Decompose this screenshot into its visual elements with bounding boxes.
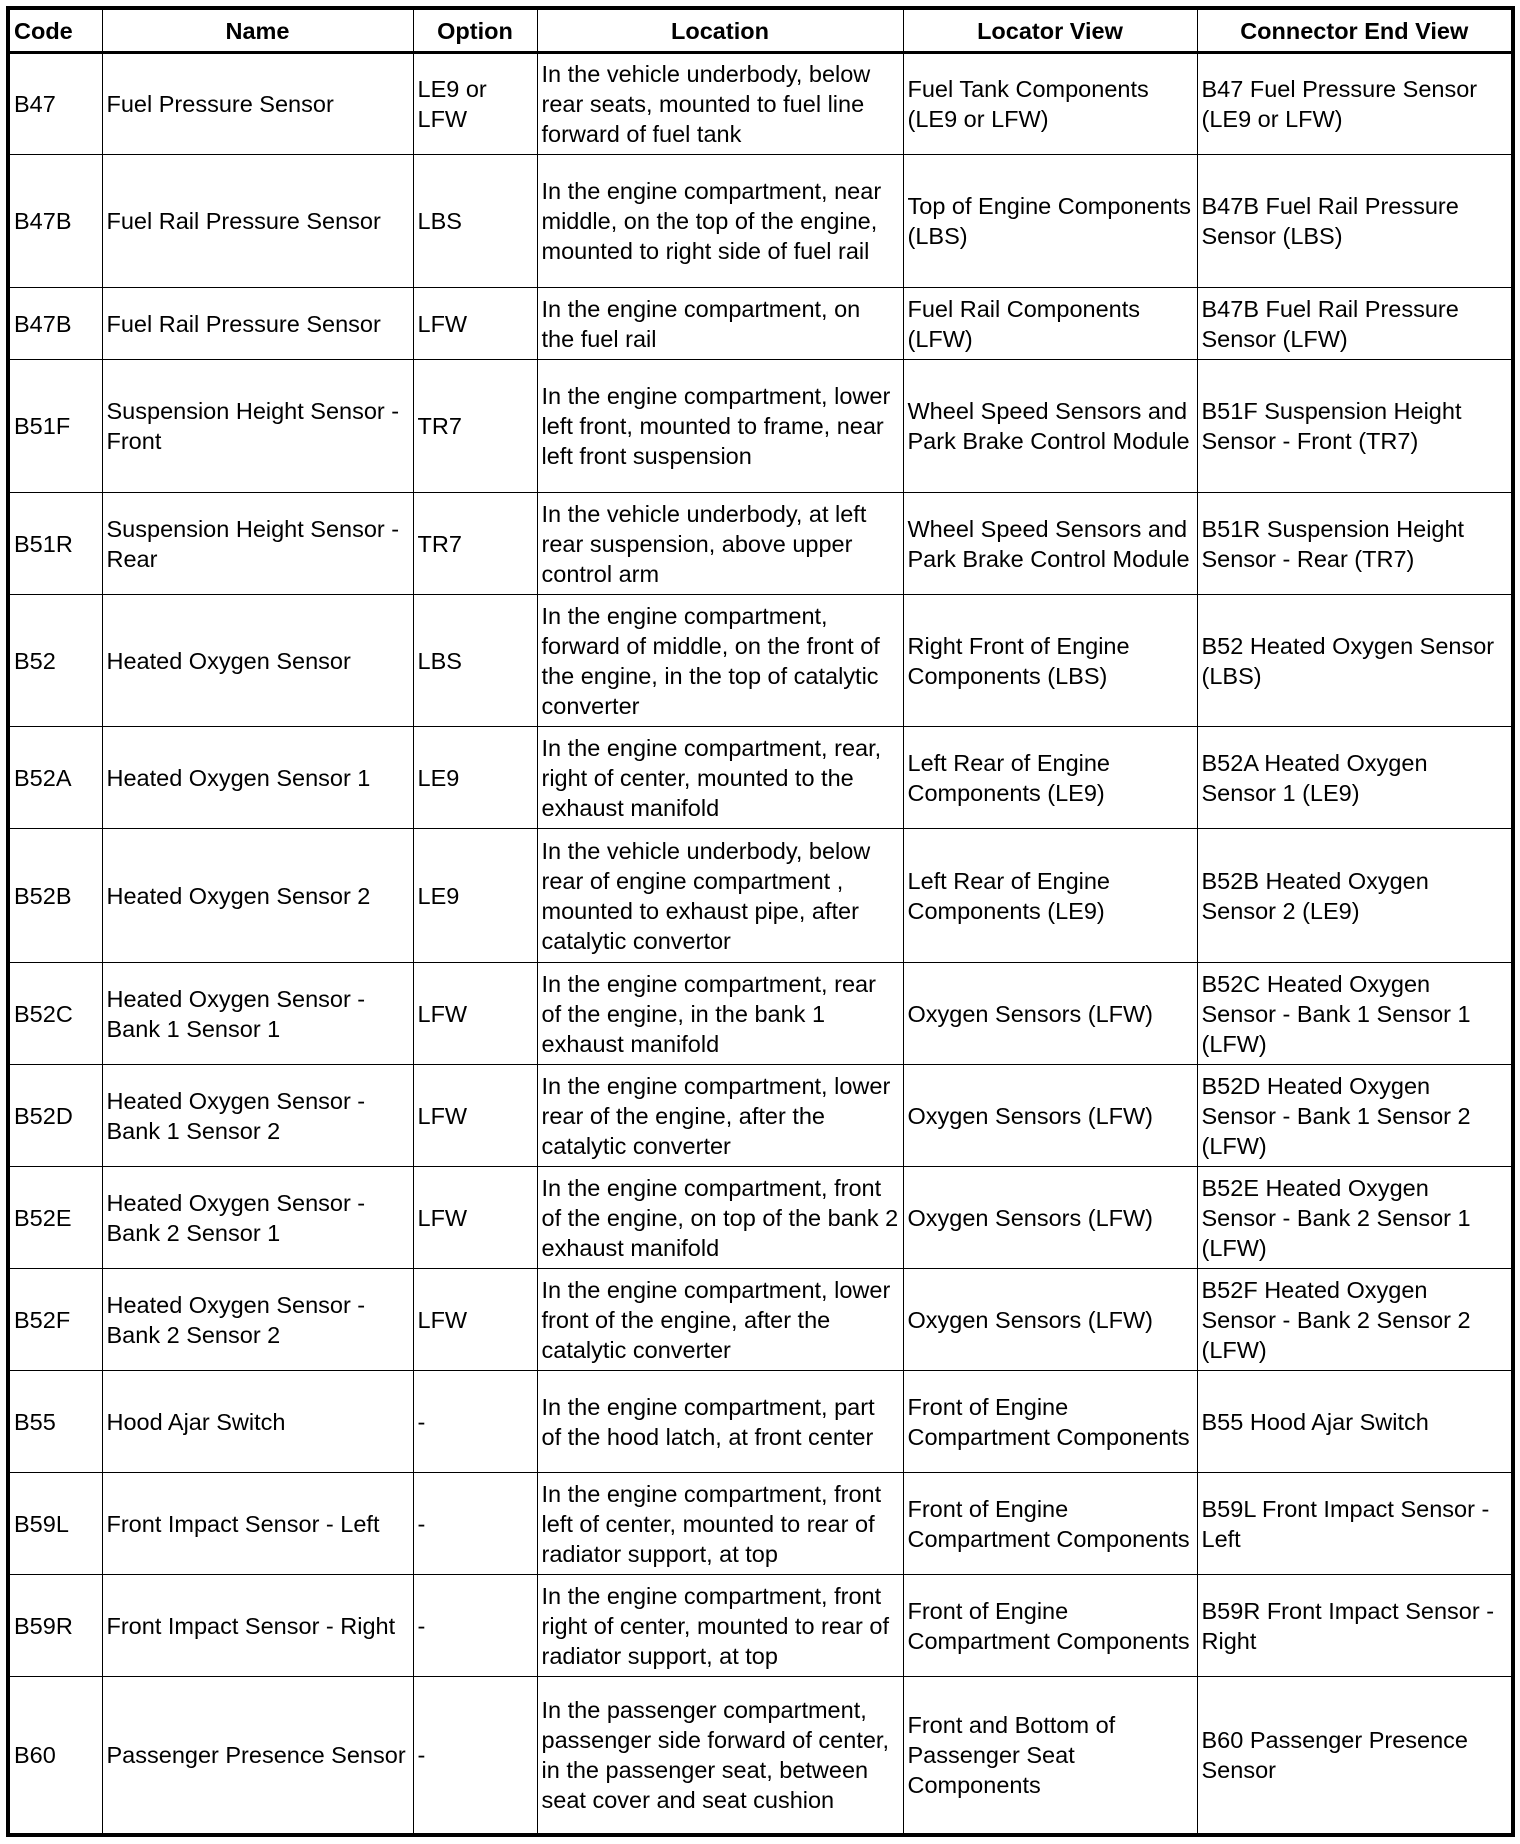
cell-option: - [413,1575,537,1677]
cell-connector-end-view: B52E Heated Oxygen Sensor - Bank 2 Sensor 1 (LFW) [1197,1167,1513,1269]
cell-connector-end-view: B52A Heated Oxygen Sensor 1 (LE9) [1197,727,1513,829]
cell-code: B52 [8,595,102,727]
cell-code: B47 [8,53,102,155]
cell-name: Front Impact Sensor - Left [102,1473,413,1575]
cell-connector-end-view: B47B Fuel Rail Pressure Sensor (LBS) [1197,155,1513,288]
cell-code: B51R [8,493,102,595]
table-row [8,53,1513,155]
cell-option: LFW [413,963,537,1065]
table-row [8,155,1513,288]
cell-option: LE9 or LFW [413,53,537,155]
table-row [8,1677,1513,1835]
table-row [8,360,1513,493]
cell-connector-end-view: B51R Suspension Height Sensor - Rear (TR7) [1197,493,1513,595]
cell-option: - [413,1473,537,1575]
cell-code: B52F [8,1269,102,1371]
table-row [8,1575,1513,1677]
cell-name: Heated Oxygen Sensor - Bank 1 Sensor 2 [102,1065,413,1167]
cell-connector-end-view: B52 Heated Oxygen Sensor (LBS) [1197,595,1513,727]
cell-locator-view: Wheel Speed Sensors and Park Brake Control Module [903,360,1197,493]
cell-code: B51F [8,360,102,493]
table-row [8,288,1513,360]
cell-location: In the engine compartment, lower front of the engine, after the catalytic converter [537,1269,903,1371]
cell-option: LBS [413,595,537,727]
cell-option: LBS [413,155,537,288]
cell-option: LFW [413,288,537,360]
cell-locator-view: Right Front of Engine Components (LBS) [903,595,1197,727]
cell-locator-view: Left Rear of Engine Components (LE9) [903,727,1197,829]
cell-code: B59R [8,1575,102,1677]
header-location: Location [537,8,903,53]
cell-connector-end-view: B55 Hood Ajar Switch [1197,1371,1513,1473]
cell-code: B52B [8,829,102,963]
table-row [8,493,1513,595]
cell-connector-end-view: B52B Heated Oxygen Sensor 2 (LE9) [1197,829,1513,963]
cell-option: LFW [413,1065,537,1167]
cell-code: B52C [8,963,102,1065]
cell-location: In the engine compartment, front left of center, mounted to rear of radiator support, at top [537,1473,903,1575]
cell-locator-view: Fuel Tank Components (LE9 or LFW) [903,53,1197,155]
cell-locator-view: Front of Engine Compartment Components [903,1575,1197,1677]
cell-code: B52E [8,1167,102,1269]
cell-location: In the passenger compartment, passenger side forward of center, in the passenger seat, between seat cover and seat cushion [537,1677,903,1835]
cell-connector-end-view: B47 Fuel Pressure Sensor (LE9 or LFW) [1197,53,1513,155]
cell-location: In the engine compartment, front of the engine, on top of the bank 2 exhaust manifold [537,1167,903,1269]
cell-connector-end-view: B60 Passenger Presence Sensor [1197,1677,1513,1835]
cell-location: In the engine compartment, part of the hood latch, at front center [537,1371,903,1473]
cell-name: Fuel Rail Pressure Sensor [102,155,413,288]
cell-name: Heated Oxygen Sensor - Bank 2 Sensor 1 [102,1167,413,1269]
cell-location: In the vehicle underbody, at left rear suspension, above upper control arm [537,493,903,595]
cell-connector-end-view: B59L Front Impact Sensor - Left [1197,1473,1513,1575]
cell-location: In the engine compartment, on the fuel rail [537,288,903,360]
cell-location: In the engine compartment, rear of the engine, in the bank 1 exhaust manifold [537,963,903,1065]
cell-option: TR7 [413,493,537,595]
cell-code: B60 [8,1677,102,1835]
table-row [8,1371,1513,1473]
cell-location: In the vehicle underbody, below rear seats, mounted to fuel line forward of fuel tank [537,53,903,155]
cell-location: In the engine compartment, front right of center, mounted to rear of radiator support, at top [537,1575,903,1677]
table-row [8,727,1513,829]
cell-locator-view: Oxygen Sensors (LFW) [903,963,1197,1065]
cell-locator-view: Front of Engine Compartment Components [903,1473,1197,1575]
cell-locator-view: Oxygen Sensors (LFW) [903,1167,1197,1269]
cell-name: Passenger Presence Sensor [102,1677,413,1835]
cell-location: In the engine compartment, near middle, on the top of the engine, mounted to right side of fuel rail [537,155,903,288]
cell-name: Front Impact Sensor - Right [102,1575,413,1677]
cell-location: In the vehicle underbody, below rear of engine compartment , mounted to exhaust pipe, after catalytic convertor [537,829,903,963]
cell-name: Fuel Rail Pressure Sensor [102,288,413,360]
cell-location: In the engine compartment, forward of middle, on the front of the engine, in the top of catalytic converter [537,595,903,727]
cell-option: LE9 [413,727,537,829]
cell-code: B52A [8,727,102,829]
component-locator-table [6,6,1515,1837]
cell-locator-view: Oxygen Sensors (LFW) [903,1065,1197,1167]
cell-option: TR7 [413,360,537,493]
header-name: Name [102,8,413,53]
cell-option: LFW [413,1167,537,1269]
table-row [8,829,1513,963]
cell-name: Heated Oxygen Sensor 2 [102,829,413,963]
header-row [8,8,1513,53]
cell-location: In the engine compartment, rear, right of center, mounted to the exhaust manifold [537,727,903,829]
cell-name: Fuel Pressure Sensor [102,53,413,155]
cell-option: LE9 [413,829,537,963]
table-row [8,1167,1513,1269]
header-option: Option [413,8,537,53]
cell-code: B47B [8,155,102,288]
cell-locator-view: Left Rear of Engine Components (LE9) [903,829,1197,963]
cell-connector-end-view: B59R Front Impact Sensor - Right [1197,1575,1513,1677]
cell-code: B47B [8,288,102,360]
cell-name: Heated Oxygen Sensor - Bank 1 Sensor 1 [102,963,413,1065]
header-connector-end-view: Connector End View [1197,8,1513,53]
cell-connector-end-view: B52C Heated Oxygen Sensor - Bank 1 Sensor 1 (LFW) [1197,963,1513,1065]
table-row [8,1065,1513,1167]
cell-locator-view: Front of Engine Compartment Components [903,1371,1197,1473]
cell-name: Suspension Height Sensor - Front [102,360,413,493]
table-row [8,963,1513,1065]
cell-connector-end-view: B51F Suspension Height Sensor - Front (TR7) [1197,360,1513,493]
cell-locator-view: Wheel Speed Sensors and Park Brake Control Module [903,493,1197,595]
cell-option: - [413,1677,537,1835]
cell-locator-view: Top of Engine Components (LBS) [903,155,1197,288]
cell-location: In the engine compartment, lower rear of the engine, after the catalytic converter [537,1065,903,1167]
cell-location: In the engine compartment, lower left front, mounted to frame, near left front suspension [537,360,903,493]
cell-connector-end-view: B52F Heated Oxygen Sensor - Bank 2 Sensor 2 (LFW) [1197,1269,1513,1371]
cell-name: Heated Oxygen Sensor - Bank 2 Sensor 2 [102,1269,413,1371]
table-row [8,595,1513,727]
header-locator-view: Locator View [903,8,1197,53]
cell-connector-end-view: B47B Fuel Rail Pressure Sensor (LFW) [1197,288,1513,360]
cell-locator-view: Front and Bottom of Passenger Seat Components [903,1677,1197,1835]
cell-code: B59L [8,1473,102,1575]
cell-locator-view: Fuel Rail Components (LFW) [903,288,1197,360]
cell-name: Hood Ajar Switch [102,1371,413,1473]
cell-option: - [413,1371,537,1473]
table-row [8,1269,1513,1371]
cell-name: Heated Oxygen Sensor [102,595,413,727]
cell-name: Heated Oxygen Sensor 1 [102,727,413,829]
cell-connector-end-view: B52D Heated Oxygen Sensor - Bank 1 Sensor 2 (LFW) [1197,1065,1513,1167]
header-code: Code [8,8,102,53]
cell-code: B52D [8,1065,102,1167]
cell-locator-view: Oxygen Sensors (LFW) [903,1269,1197,1371]
cell-code: B55 [8,1371,102,1473]
table-row [8,1473,1513,1575]
cell-name: Suspension Height Sensor - Rear [102,493,413,595]
cell-option: LFW [413,1269,537,1371]
